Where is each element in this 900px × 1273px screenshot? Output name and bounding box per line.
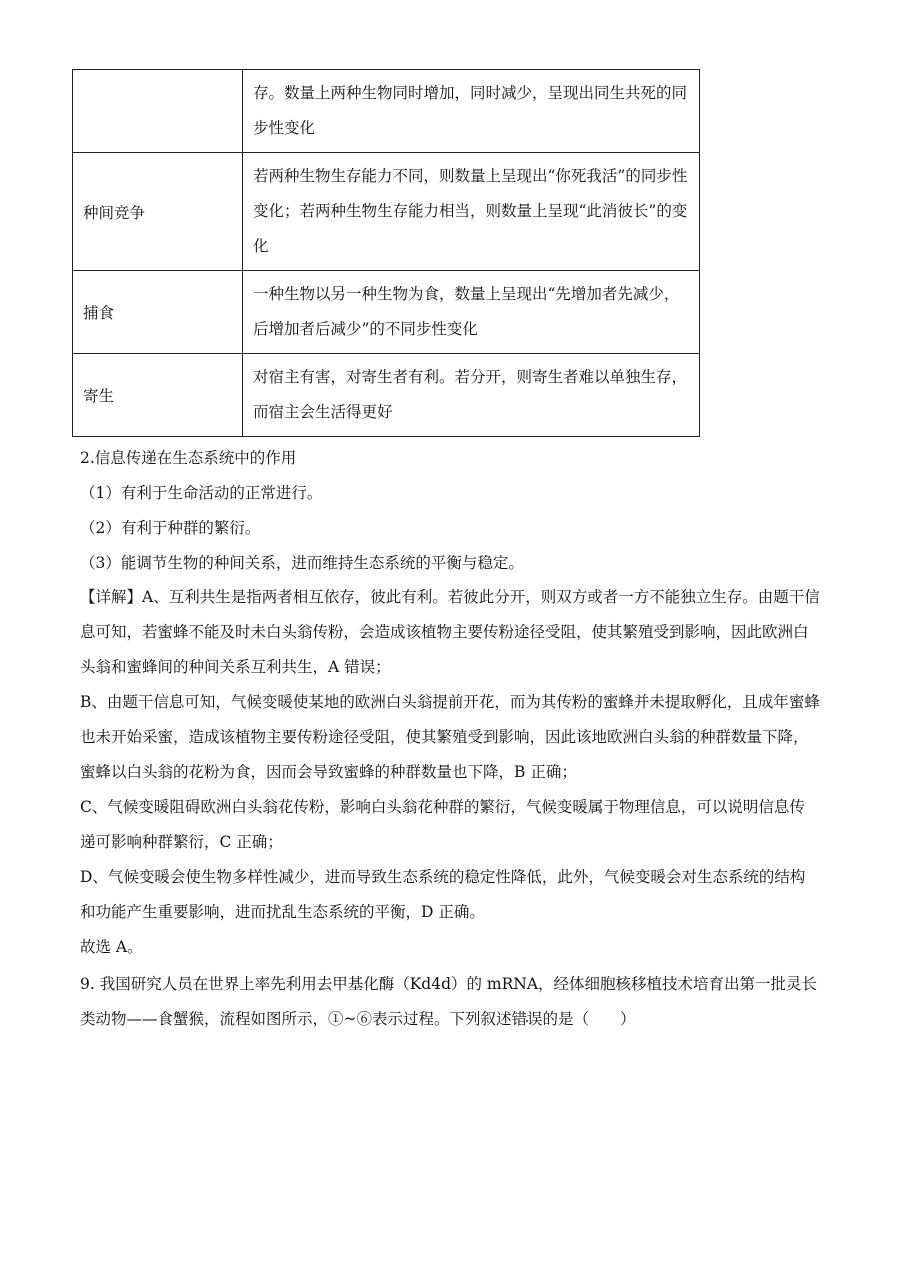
relation-name: 种间竞争	[73, 153, 243, 271]
detail-paragraph-a: 【详解】A、互利共生是指两者相互依存，彼此有利。若彼此分开，则双方或者一方不能独立生存。由题干信息可知，若蜜蜂不能及时未白头翁传粉，会造成该植物主要传粉途径受阻，使其繁殖受到影响，因此欧洲白头翁和蜜蜂间的种间关系互利共生，A 错误；	[80, 588, 820, 676]
list-item: （3）能调节生物的种间关系，进而维持生态系统的平衡与稳定。	[80, 554, 524, 572]
species-relation-table	[72, 69, 700, 437]
question-9-lead: 9. 我国研究人员在世界上率先利用去甲基化酶（Kd4d）的 mRNA，经体细胞核移植技术培育出第一批灵长类动物——食蟹猴，流程如图所示，①~⑥表示过程。下列叙述	[80, 975, 818, 1028]
table-row	[73, 153, 700, 271]
section-title: 2.信息传递在生态系统中的作用	[80, 449, 297, 467]
relation-name	[73, 70, 243, 153]
detail-paragraph-d: D、气候变暖会使生物多样性减少，进而导致生态系统的稳定性降低，此外，气候变暖会对生态系统的结构和功能产生重要影响，进而扰乱生态系统的平衡，D 正确。	[80, 868, 806, 921]
answer-choice: 故选 A。	[80, 938, 143, 956]
list-item: （2）有利于种群的繁衍。	[80, 519, 261, 537]
table-row	[73, 271, 700, 354]
relation-description: 存。数量上两种生物同时增加，同时减少，呈现出同生共死的同步性变化	[243, 70, 700, 153]
detail-paragraph-b: B、由题干信息可知，气候变暖使某地的欧洲白头翁提前开花，而为其传粉的蜜蜂并未提取孵化，且成年蜜蜂也未开始采蜜，造成该植物主要传粉途径受阻，使其繁殖受到影响，因此该地欧洲白头翁的种群数量下降，蜜蜂以白头翁的花粉为食，因而会导致蜜蜂的种群数量也下降，B 正确；	[80, 693, 820, 781]
question-9-tail: 的是（ ）	[542, 1010, 636, 1028]
relation-description: 一种生物以另一种生物为食，数量上呈现出“先增加者先减少，后增加者后减少”的不同步性变化	[243, 271, 700, 354]
relation-description: 对宿主有害，对寄生者有利。若分开，则寄生者难以单独生存，而宿主会生活得更好	[243, 354, 700, 437]
table-row	[73, 354, 700, 437]
relation-name: 捕食	[73, 271, 243, 354]
relation-description: 若两种生物生存能力不同，则数量上呈现出“你死我活”的同步性变化；若两种生物生存能力相当，则数量上呈现“此消彼长”的变化	[243, 153, 700, 271]
question-9-emphasis: 错误 ·	[512, 1010, 543, 1028]
detail-paragraph-c: C、气候变暖阻碍欧洲白头翁花传粉，影响白头翁花种群的繁衍，气候变暖属于物理信息，可以说明信息传递可影响种群繁衍，C 正确；	[80, 798, 805, 851]
list-item: （1）有利于生命活动的正常进行。	[80, 484, 323, 502]
question-9	[80, 967, 820, 1037]
relation-name: 寄生	[73, 354, 243, 437]
table-row	[73, 70, 700, 153]
